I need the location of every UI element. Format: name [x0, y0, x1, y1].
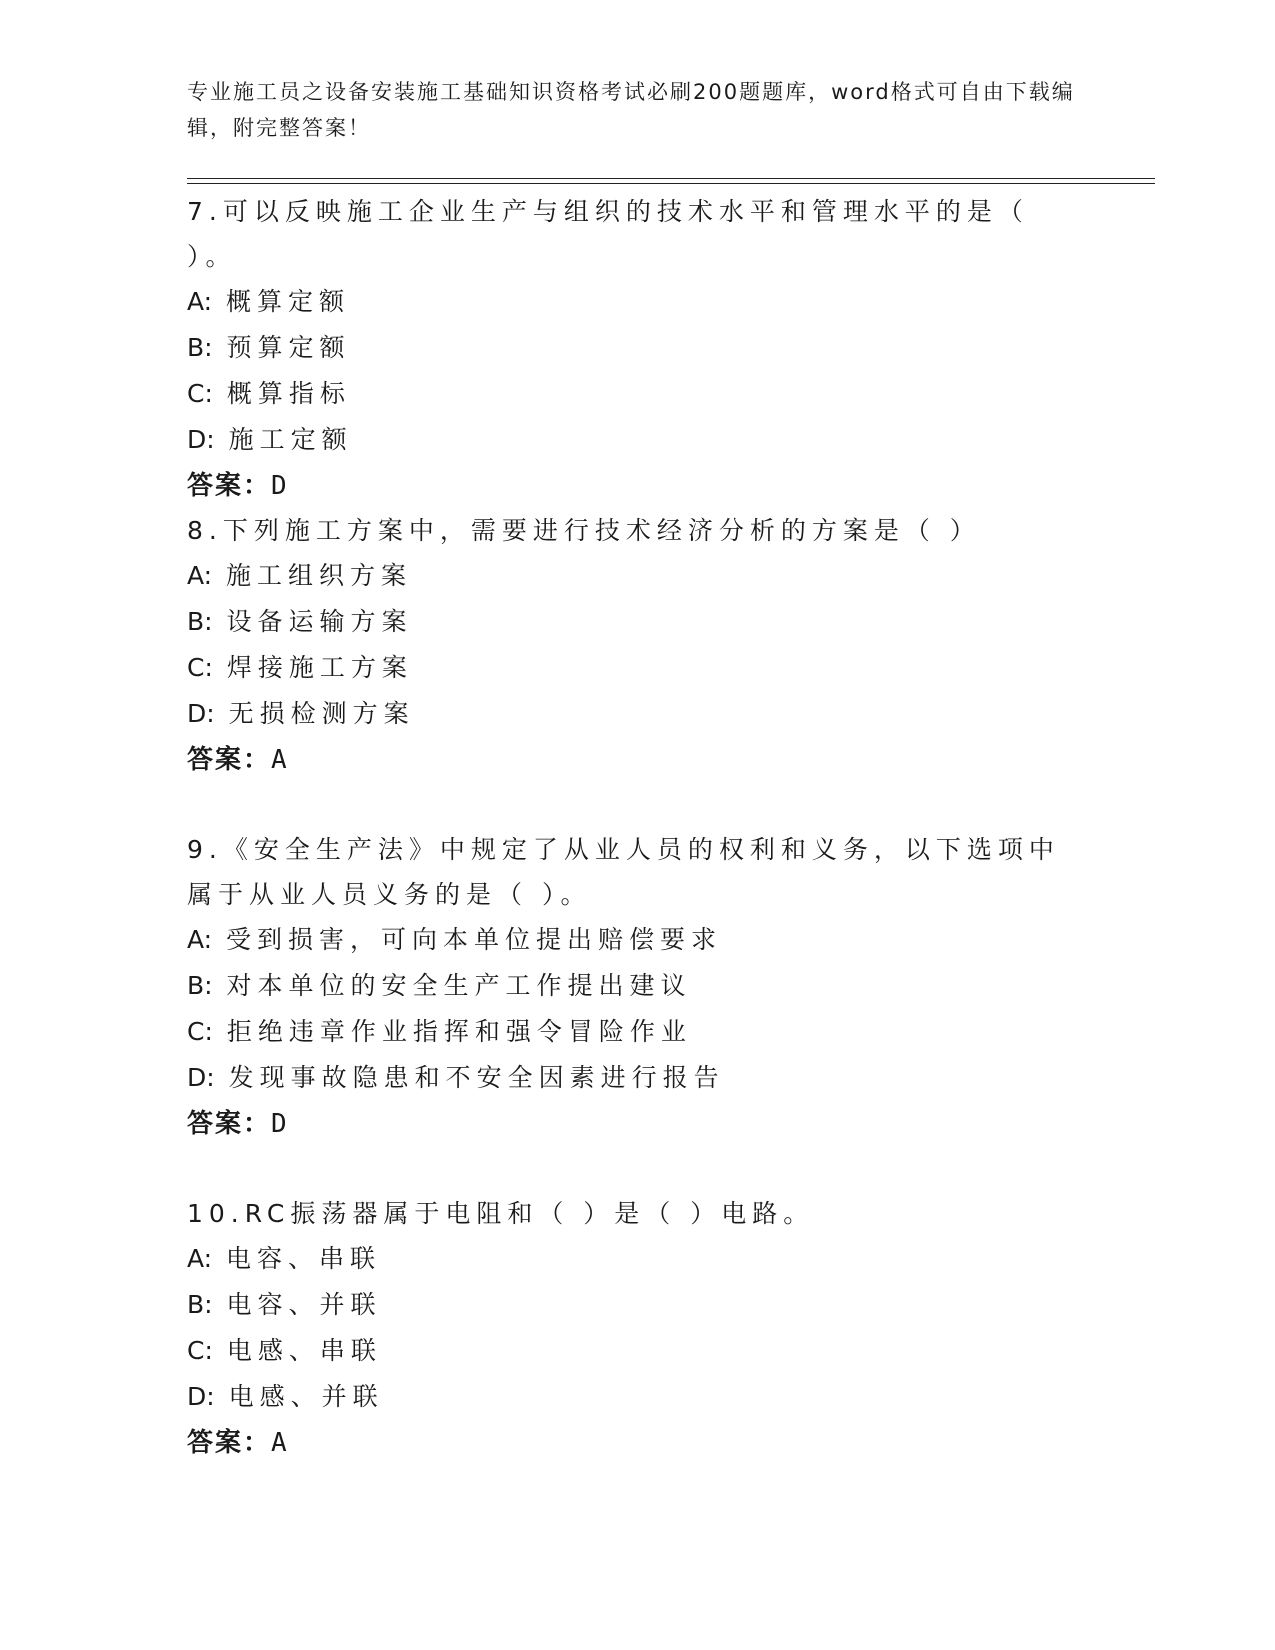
header-divider-bottom [187, 183, 1155, 184]
question-block [187, 508, 1087, 783]
question-stem: 8.下列施工方案中，需要进行技术经济分析的方案是（ ） [187, 516, 981, 545]
answer-value: A [271, 745, 289, 775]
option-c: C: 拒绝违章作业指挥和强令冒险作业 [187, 1017, 692, 1046]
option-d: D: 无损检测方案 [187, 699, 415, 728]
question-block [187, 827, 1087, 1147]
answer-line [187, 1101, 1087, 1147]
answer-value: D [271, 1109, 289, 1139]
option-b: B: 预算定额 [187, 333, 351, 362]
option-b: B: 对本单位的安全生产工作提出建议 [187, 971, 692, 1000]
answer-line [187, 737, 1087, 783]
option-d: D: 电感、并联 [187, 1382, 384, 1411]
option-d: D: 发现事故隐患和不安全因素进行报告 [187, 1063, 725, 1092]
answer-line [187, 463, 1087, 509]
option-a: A: 概算定额 [187, 287, 351, 316]
header-divider-top [187, 178, 1155, 179]
answer-label: 答案： [187, 1428, 272, 1458]
answer-line [187, 1420, 1087, 1466]
option-a: A: 施工组织方案 [187, 561, 413, 590]
answer-label: 答案： [187, 745, 272, 775]
answer-value: D [271, 471, 289, 501]
question-block [187, 189, 1087, 509]
option-d: D: 施工定额 [187, 425, 353, 454]
question-stem: 10.RC振荡器属于电阻和（ ）是（ ）电路。 [187, 1199, 815, 1228]
option-a: A: 电容、串联 [187, 1244, 382, 1273]
option-b: B: 电容、并联 [187, 1290, 382, 1319]
document-header: 专业施工员之设备安装施工基础知识资格考试必刷200题题库，word格式可自由下载编辑，附完整答案！ [187, 80, 1075, 140]
option-a: A: 受到损害，可向本单位提出赔偿要求 [187, 925, 723, 954]
question-block [187, 1191, 1087, 1466]
answer-label: 答案： [187, 471, 272, 501]
answer-value: A [271, 1428, 289, 1458]
option-c: C: 概算指标 [187, 379, 351, 408]
question-stem: 7.可以反映施工企业生产与组织的技术水平和管理水平的是（ ）。 [187, 197, 1029, 271]
question-stem: 9.《安全生产法》中规定了从业人员的权利和义务，以下选项中属于从业人员义务的是（ ）。 [187, 835, 1060, 909]
option-c: C: 电感、串联 [187, 1336, 382, 1365]
answer-label: 答案： [187, 1109, 272, 1139]
option-b: B: 设备运输方案 [187, 607, 413, 636]
option-c: C: 焊接施工方案 [187, 653, 413, 682]
